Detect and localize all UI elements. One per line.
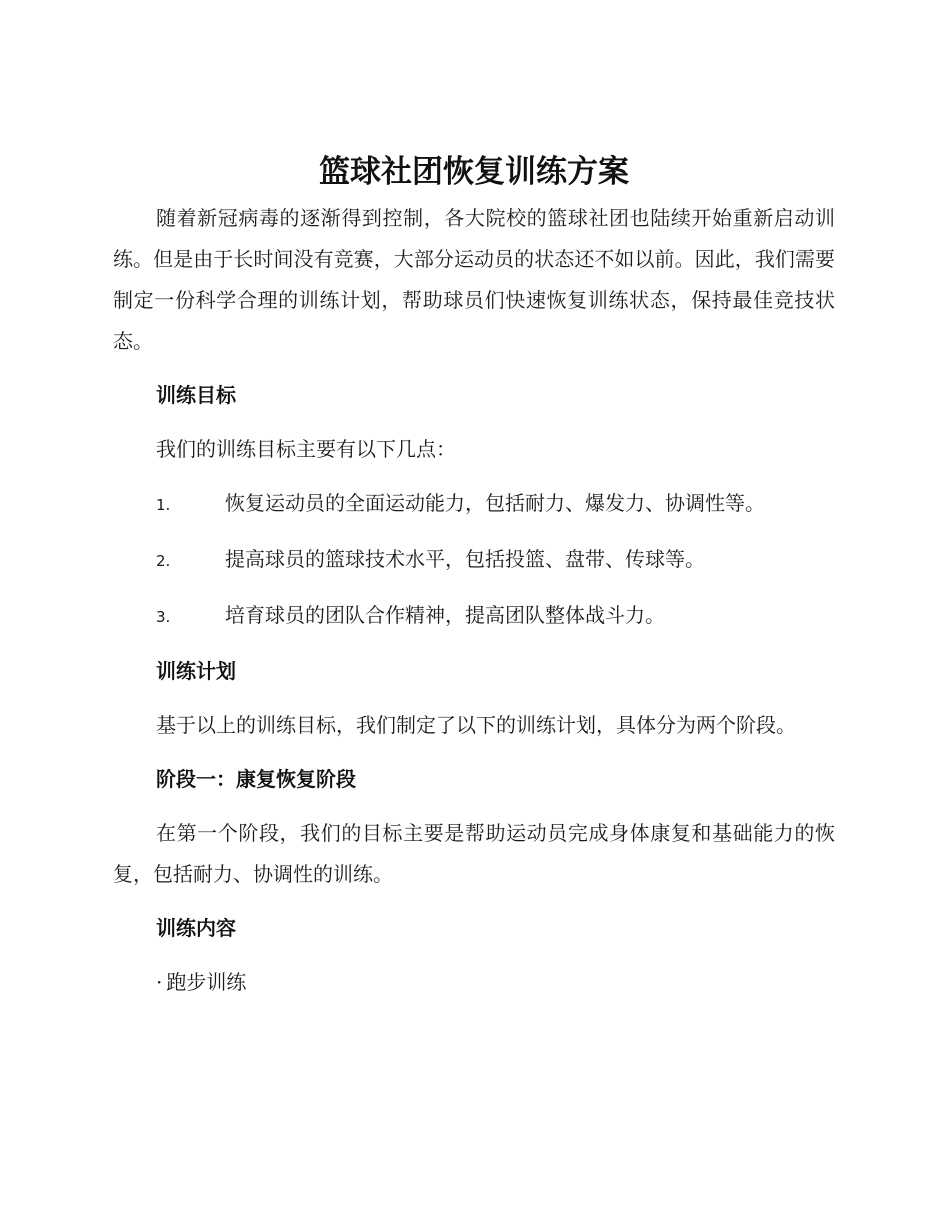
goal-number: 3. — [156, 608, 171, 626]
goal-text: 恢复运动员的全面运动能力，包括耐力、爆发力、协调性等。 — [225, 491, 765, 515]
goal-number: 1. — [156, 496, 171, 514]
content-heading: 训练内容 — [156, 916, 236, 940]
content-item-text: 跑步训练 — [166, 970, 247, 994]
goal-text: 提高球员的篮球技术水平，包括投篮、盘带、传球等。 — [225, 547, 705, 571]
goals-heading: 训练目标 — [156, 383, 236, 407]
goal-text: 培育球员的团队合作精神，提高团队整体战斗力。 — [225, 603, 665, 627]
goal-number: 2. — [156, 552, 171, 570]
goal-item — [113, 539, 835, 582]
goals-intro: 我们的训练目标主要有以下几点： — [156, 437, 456, 461]
stage1-paragraph: 在第一个阶段，我们的目标主要是帮助运动员完成身体康复和基础能力的恢复，包括耐力、协调性的训练。 — [113, 821, 835, 886]
plan-intro: 基于以上的训练目标，我们制定了以下的训练计划，具体分为两个阶段。 — [156, 713, 796, 737]
document-title: 篮球社团恢复训练方案 — [319, 154, 629, 190]
goal-item — [113, 595, 835, 638]
goal-item — [113, 483, 835, 526]
stage1-heading: 阶段一：康复恢复阶段 — [156, 767, 356, 791]
content-item — [113, 962, 835, 1003]
plan-heading: 训练计划 — [156, 659, 236, 683]
bullet-icon: · — [156, 970, 163, 994]
intro-paragraph: 随着新冠病毒的逐渐得到控制，各大院校的篮球社团也陆续开始重新启动训练。但是由于长时间没有竞赛，大部分运动员的状态还不如以前。因此，我们需要制定一份科学合理的训练计划，帮助球员们快速恢复训练状态，保持最佳竞技状态。 — [113, 206, 835, 353]
document-page — [113, 150, 835, 1003]
